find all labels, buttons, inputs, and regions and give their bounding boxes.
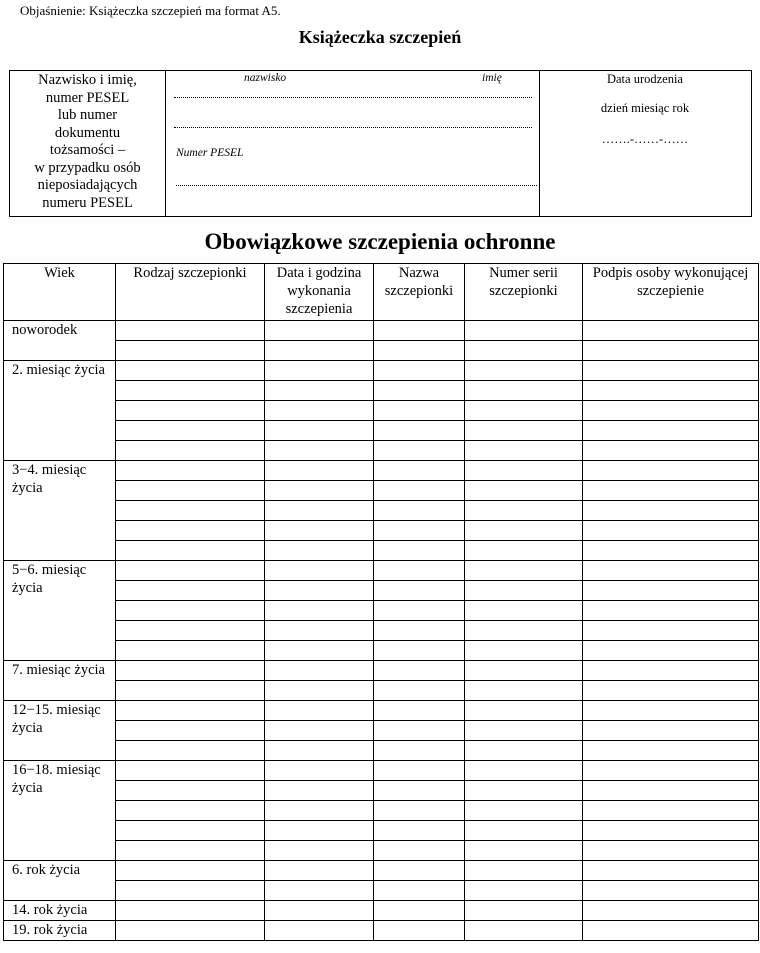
vaccine-type-cell[interactable] <box>116 781 265 801</box>
signature-cell[interactable] <box>583 881 759 901</box>
date-time-cell[interactable] <box>265 521 374 541</box>
vaccine-type-cell[interactable] <box>116 401 265 421</box>
signature-cell[interactable] <box>583 601 759 621</box>
vaccination-table-body <box>4 321 759 941</box>
identity-label-line: dokumentu <box>54 124 121 141</box>
vaccine-type-cell[interactable] <box>116 561 265 581</box>
signature-cell[interactable] <box>583 501 759 521</box>
signature-cell[interactable] <box>583 641 759 661</box>
table-row <box>4 781 759 801</box>
date-time-cell[interactable] <box>265 481 374 501</box>
vaccine-name-cell[interactable] <box>374 321 465 341</box>
identity-label-line: Nazwisko i imię, <box>38 72 137 88</box>
date-time-cell[interactable] <box>265 401 374 421</box>
page-title: Książeczka szczepień <box>298 27 462 47</box>
batch-number-cell[interactable] <box>465 321 583 341</box>
vaccine-name-cell[interactable] <box>374 361 465 381</box>
section-title: Obowiązkowe szczepienia ochronne <box>204 229 556 254</box>
batch-number-cell[interactable] <box>465 461 583 481</box>
vaccine-name-cell[interactable] <box>374 661 465 681</box>
date-time-cell[interactable] <box>265 881 374 901</box>
batch-number-cell[interactable] <box>465 741 583 761</box>
vaccine-type-cell[interactable] <box>116 461 265 481</box>
identity-label-line: numeru PESEL <box>42 194 133 211</box>
age-cell: 14. rok życia <box>4 901 116 921</box>
vaccine-type-cell[interactable] <box>116 661 265 681</box>
vaccine-type-cell[interactable] <box>116 841 265 861</box>
table-row <box>4 461 759 481</box>
date-time-cell[interactable] <box>265 561 374 581</box>
header-age: Wiek <box>4 264 116 321</box>
signature-cell[interactable] <box>583 821 759 841</box>
header-signature: Podpis osoby wykonującej szczepienie <box>583 264 759 321</box>
birth-date-area <box>539 71 751 216</box>
age-cell: 16−18. miesiąc życia <box>4 761 116 861</box>
surname-name-field-line-1[interactable] <box>174 97 532 98</box>
batch-number-cell[interactable] <box>465 761 583 781</box>
age-cell: 5−6. miesiąc życia <box>4 561 116 661</box>
table-row <box>4 501 759 521</box>
signature-cell[interactable] <box>583 661 759 681</box>
vaccine-type-cell[interactable] <box>116 741 265 761</box>
date-time-cell[interactable] <box>265 681 374 701</box>
vaccine-type-cell[interactable] <box>116 901 265 921</box>
table-row <box>4 341 759 361</box>
vaccine-type-cell[interactable] <box>116 761 265 781</box>
batch-number-cell[interactable] <box>465 901 583 921</box>
vaccine-name-cell[interactable] <box>374 381 465 401</box>
table-row <box>4 661 759 681</box>
batch-number-cell[interactable] <box>465 861 583 881</box>
table-row <box>4 421 759 441</box>
vaccine-type-cell[interactable] <box>116 481 265 501</box>
table-row <box>4 641 759 661</box>
date-time-cell[interactable] <box>265 741 374 761</box>
vaccine-type-cell[interactable] <box>116 441 265 461</box>
batch-number-cell[interactable] <box>465 721 583 741</box>
age-cell: 2. miesiąc życia <box>4 361 116 461</box>
age-cell: 3−4. miesiąc życia <box>4 461 116 561</box>
vaccine-name-cell[interactable] <box>374 621 465 641</box>
batch-number-cell[interactable] <box>465 781 583 801</box>
date-time-cell[interactable] <box>265 581 374 601</box>
identity-label-line: tożsamości – <box>49 142 126 158</box>
table-row <box>4 841 759 861</box>
date-time-cell[interactable] <box>265 381 374 401</box>
date-time-cell[interactable] <box>265 601 374 621</box>
vaccine-name-cell[interactable] <box>374 901 465 921</box>
vaccine-name-cell[interactable] <box>374 821 465 841</box>
identity-label <box>10 71 166 216</box>
vaccine-type-cell[interactable] <box>116 501 265 521</box>
age-cell: noworodek <box>4 321 116 361</box>
vaccine-type-cell[interactable] <box>116 541 265 561</box>
age-cell: 7. miesiąc życia <box>4 661 116 701</box>
table-row <box>4 581 759 601</box>
batch-number-cell[interactable] <box>465 341 583 361</box>
signature-cell[interactable] <box>583 481 759 501</box>
vaccine-name-cell[interactable] <box>374 721 465 741</box>
batch-number-cell[interactable] <box>465 661 583 681</box>
vaccine-type-cell[interactable] <box>116 361 265 381</box>
vaccine-name-cell[interactable] <box>374 561 465 581</box>
pesel-field-line[interactable] <box>176 185 537 186</box>
vaccine-type-cell[interactable] <box>116 921 265 941</box>
table-row <box>4 521 759 541</box>
table-row <box>4 921 759 941</box>
vaccine-type-cell[interactable] <box>116 421 265 441</box>
identity-fields <box>166 71 540 216</box>
vaccine-name-cell[interactable] <box>374 801 465 821</box>
batch-number-cell[interactable] <box>465 681 583 701</box>
vaccine-type-cell[interactable] <box>116 341 265 361</box>
vaccine-name-cell[interactable] <box>374 921 465 941</box>
age-cell: 19. rok życia <box>4 921 116 941</box>
table-row <box>4 481 759 501</box>
vaccine-type-cell[interactable] <box>116 821 265 841</box>
vaccine-name-cell[interactable] <box>374 841 465 861</box>
signature-cell[interactable] <box>583 901 759 921</box>
table-row <box>4 721 759 741</box>
vaccine-type-cell[interactable] <box>116 621 265 641</box>
date-time-cell[interactable] <box>265 781 374 801</box>
date-time-cell[interactable] <box>265 821 374 841</box>
vaccine-name-cell[interactable] <box>374 861 465 881</box>
vaccine-name-cell[interactable] <box>374 741 465 761</box>
birth-date-parts: dzień miesiąc rok <box>600 101 690 115</box>
table-row <box>4 561 759 581</box>
signature-cell[interactable] <box>583 581 759 601</box>
batch-number-cell[interactable] <box>465 381 583 401</box>
batch-number-cell[interactable] <box>465 581 583 601</box>
date-time-cell[interactable] <box>265 761 374 781</box>
vaccine-name-cell[interactable] <box>374 701 465 721</box>
signature-cell[interactable] <box>583 321 759 341</box>
surname-name-field-line-2[interactable] <box>174 127 532 128</box>
vaccine-name-cell[interactable] <box>374 481 465 501</box>
vaccine-name-cell[interactable] <box>374 761 465 781</box>
identity-box <box>9 70 752 217</box>
date-time-cell[interactable] <box>265 661 374 681</box>
header-batch-number: Numer serii szczepionki <box>465 264 583 321</box>
signature-cell[interactable] <box>583 701 759 721</box>
signature-cell[interactable] <box>583 761 759 781</box>
identity-label-line: nieposiadających <box>37 177 138 193</box>
date-time-cell[interactable] <box>265 361 374 381</box>
vaccine-type-cell[interactable] <box>116 721 265 741</box>
vaccine-type-cell[interactable] <box>116 681 265 701</box>
vaccine-type-cell[interactable] <box>116 701 265 721</box>
table-row <box>4 541 759 561</box>
signature-cell[interactable] <box>583 561 759 581</box>
batch-number-cell[interactable] <box>465 561 583 581</box>
signature-cell[interactable] <box>583 381 759 401</box>
batch-number-cell[interactable] <box>465 921 583 941</box>
table-row <box>4 861 759 881</box>
date-time-cell[interactable] <box>265 861 374 881</box>
header-date-time: Data i godzina wykonania szczepienia <box>265 264 374 321</box>
signature-cell[interactable] <box>583 921 759 941</box>
surname-caption: nazwisko <box>244 72 287 84</box>
vaccine-name-cell[interactable] <box>374 501 465 521</box>
batch-number-cell[interactable] <box>465 501 583 521</box>
date-time-cell[interactable] <box>265 461 374 481</box>
date-time-cell[interactable] <box>265 721 374 741</box>
identity-label-line: w przypadku osób <box>34 159 141 176</box>
batch-number-cell[interactable] <box>465 521 583 541</box>
table-row <box>4 701 759 721</box>
table-row <box>4 881 759 901</box>
name-caption: imię <box>482 72 502 84</box>
batch-number-cell[interactable] <box>465 881 583 901</box>
header-vaccine-name: Nazwa szczepionki <box>374 264 465 321</box>
date-time-cell[interactable] <box>265 621 374 641</box>
date-time-cell[interactable] <box>265 921 374 941</box>
date-time-cell[interactable] <box>265 801 374 821</box>
date-time-cell[interactable] <box>265 701 374 721</box>
date-time-cell[interactable] <box>265 541 374 561</box>
batch-number-cell[interactable] <box>465 401 583 421</box>
table-row <box>4 601 759 621</box>
vaccine-name-cell[interactable] <box>374 521 465 541</box>
batch-number-cell[interactable] <box>465 441 583 461</box>
batch-number-cell[interactable] <box>465 421 583 441</box>
date-time-cell[interactable] <box>265 641 374 661</box>
batch-number-cell[interactable] <box>465 621 583 641</box>
vaccine-name-cell[interactable] <box>374 601 465 621</box>
format-note: Objaśnienie: Książeczka szczepień ma format A5. <box>20 3 281 18</box>
table-row <box>4 801 759 821</box>
signature-cell[interactable] <box>583 841 759 861</box>
age-cell: 12−15. miesiąc życia <box>4 701 116 761</box>
signature-cell[interactable] <box>583 421 759 441</box>
signature-cell[interactable] <box>583 621 759 641</box>
date-time-cell[interactable] <box>265 321 374 341</box>
signature-cell[interactable] <box>583 341 759 361</box>
table-row <box>4 901 759 921</box>
birth-date-title: Data urodzenia <box>606 72 683 86</box>
table-row <box>4 441 759 461</box>
vaccine-type-cell[interactable] <box>116 521 265 541</box>
batch-number-cell[interactable] <box>465 541 583 561</box>
signature-cell[interactable] <box>583 401 759 421</box>
vaccine-name-cell[interactable] <box>374 681 465 701</box>
table-row <box>4 681 759 701</box>
table-row <box>4 761 759 781</box>
signature-cell[interactable] <box>583 861 759 881</box>
date-time-cell[interactable] <box>265 901 374 921</box>
vaccine-name-cell[interactable] <box>374 441 465 461</box>
vaccine-type-cell[interactable] <box>116 581 265 601</box>
vaccine-name-cell[interactable] <box>374 641 465 661</box>
table-row <box>4 401 759 421</box>
pesel-caption: Numer PESEL <box>176 147 244 159</box>
batch-number-cell[interactable] <box>465 481 583 501</box>
date-time-cell[interactable] <box>265 501 374 521</box>
table-row <box>4 321 759 341</box>
table-row <box>4 621 759 641</box>
batch-number-cell[interactable] <box>465 601 583 621</box>
vaccine-type-cell[interactable] <box>116 321 265 341</box>
vaccine-name-cell[interactable] <box>374 781 465 801</box>
vaccine-name-cell[interactable] <box>374 881 465 901</box>
signature-cell[interactable] <box>583 541 759 561</box>
signature-cell[interactable] <box>583 461 759 481</box>
signature-cell[interactable] <box>583 521 759 541</box>
signature-cell[interactable] <box>583 361 759 381</box>
batch-number-cell[interactable] <box>465 361 583 381</box>
vaccine-type-cell[interactable] <box>116 861 265 881</box>
vaccine-type-cell[interactable] <box>116 381 265 401</box>
signature-cell[interactable] <box>583 721 759 741</box>
vaccine-name-cell[interactable] <box>374 581 465 601</box>
date-time-cell[interactable] <box>265 421 374 441</box>
vaccine-name-cell[interactable] <box>374 541 465 561</box>
vaccine-name-cell[interactable] <box>374 461 465 481</box>
date-time-cell[interactable] <box>265 341 374 361</box>
identity-label-line: numer PESEL <box>45 89 130 106</box>
batch-number-cell[interactable] <box>465 641 583 661</box>
vaccination-table <box>3 263 759 941</box>
vaccine-name-cell[interactable] <box>374 401 465 421</box>
vaccine-type-cell[interactable] <box>116 641 265 661</box>
vaccine-type-cell[interactable] <box>116 881 265 901</box>
batch-number-cell[interactable] <box>465 801 583 821</box>
signature-cell[interactable] <box>583 801 759 821</box>
signature-cell[interactable] <box>583 681 759 701</box>
vaccine-type-cell[interactable] <box>116 601 265 621</box>
batch-number-cell[interactable] <box>465 701 583 721</box>
table-row <box>4 821 759 841</box>
table-header-row <box>4 264 759 321</box>
vaccine-name-cell[interactable] <box>374 341 465 361</box>
date-time-cell[interactable] <box>265 441 374 461</box>
header-vaccine-type: Rodzaj szczepionki <box>116 264 265 321</box>
vaccine-name-cell[interactable] <box>374 421 465 441</box>
signature-cell[interactable] <box>583 741 759 761</box>
signature-cell[interactable] <box>583 441 759 461</box>
table-row <box>4 361 759 381</box>
age-cell: 6. rok życia <box>4 861 116 901</box>
identity-label-line: lub numer <box>57 107 118 123</box>
batch-number-cell[interactable] <box>465 841 583 861</box>
signature-cell[interactable] <box>583 781 759 801</box>
table-row <box>4 381 759 401</box>
date-time-cell[interactable] <box>265 841 374 861</box>
batch-number-cell[interactable] <box>465 821 583 841</box>
vaccine-type-cell[interactable] <box>116 801 265 821</box>
table-row <box>4 741 759 761</box>
birth-date-field[interactable]: …….-……-…… <box>601 132 689 146</box>
